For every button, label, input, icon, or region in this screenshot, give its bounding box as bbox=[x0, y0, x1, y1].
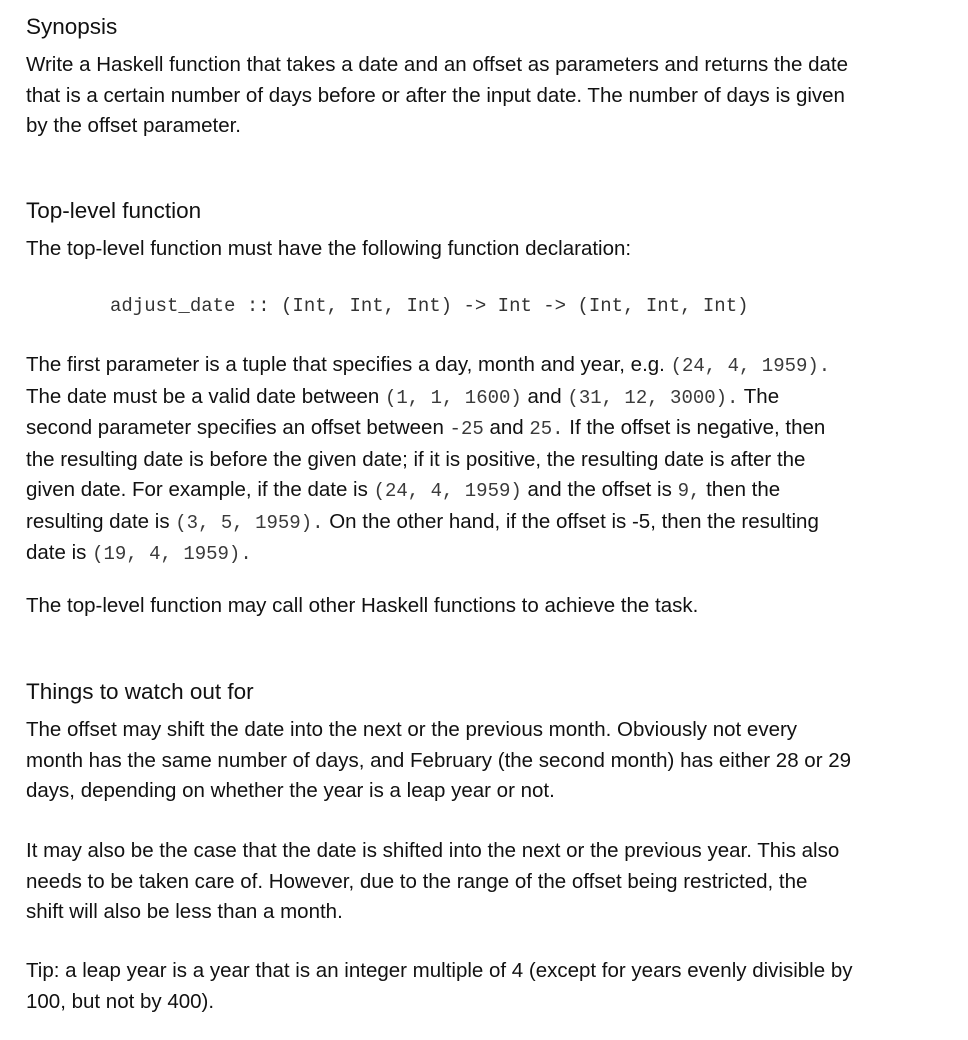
text: and bbox=[521, 384, 568, 408]
call-note-text: The top-level function may call other Haskell functions to achieve the task. bbox=[26, 594, 699, 617]
example-date-code: (24, 4, 1959) bbox=[373, 480, 522, 502]
param-line bbox=[26, 413, 946, 445]
synopsis-line: Write a Haskell function that takes a date and an offset as parameters and returns the date bbox=[26, 53, 849, 76]
watch-line: The offset may shift the date into the next or the previous month. Obviously not every bbox=[26, 718, 798, 741]
watch-heading: Things to watch out for bbox=[26, 679, 254, 704]
param-line bbox=[26, 538, 946, 570]
year-shift-paragraph bbox=[26, 836, 946, 928]
month-shift-paragraph bbox=[26, 715, 946, 807]
function-declaration: adjust_date :: (Int, Int, Int) -> Int -> (Int, Int, Int) bbox=[110, 295, 749, 317]
max-date-code: (31, 12, 3000). bbox=[567, 386, 739, 409]
parameter-description bbox=[26, 350, 946, 570]
text: The date must be a valid date between bbox=[26, 384, 385, 408]
result-date-code: (3, 5, 1959). bbox=[175, 511, 324, 534]
declaration-intro-text: The top-level function must have the following function declaration: bbox=[26, 237, 632, 260]
synopsis-heading: Synopsis bbox=[26, 14, 118, 39]
text: The bbox=[738, 384, 780, 408]
text: If the offset is negative, then bbox=[563, 416, 826, 439]
watch-line: days, depending on whether the year is a leap year or not. bbox=[26, 779, 555, 802]
tip-line: Tip: a leap year is a year that is an integer multiple of 4 (except for years evenly divisible by bbox=[26, 959, 853, 982]
text: given date. For example, if the date is bbox=[26, 478, 374, 501]
synopsis-line: by the offset parameter. bbox=[26, 114, 241, 137]
text: On the other hand, if the offset is -5, then the resulting bbox=[323, 509, 819, 533]
param-line bbox=[26, 507, 946, 539]
min-offset-code: -25 bbox=[449, 418, 484, 440]
watch-line: It may also be the case that the date is shifted into the next or the previous year. This also bbox=[26, 839, 840, 862]
text: date is bbox=[26, 541, 93, 564]
param-line bbox=[26, 350, 946, 382]
text: and bbox=[483, 416, 530, 439]
param-line bbox=[26, 475, 946, 507]
max-offset-code: 25. bbox=[529, 418, 564, 440]
param-line: the resulting date is before the given date; if it is positive, the resulting date is after the bbox=[26, 447, 806, 471]
min-date-code: (1, 1, 1600) bbox=[384, 386, 522, 409]
tip-line: 100, but not by 400). bbox=[26, 989, 215, 1013]
synopsis-line: that is a certain number of days before or after the input date. The number of days is given bbox=[26, 83, 845, 107]
synopsis-paragraph bbox=[26, 50, 946, 142]
declaration-intro bbox=[26, 234, 946, 265]
text: and the offset is bbox=[521, 478, 678, 501]
text: The first parameter is a tuple that specifies a day, month and year, e.g. bbox=[26, 353, 671, 376]
date-example-code: (24, 4, 1959). bbox=[670, 355, 831, 377]
text: resulting date is bbox=[26, 509, 176, 533]
watch-line: shift will also be less than a month. bbox=[26, 900, 343, 923]
example-offset-code: 9, bbox=[677, 480, 701, 502]
watch-line: month has the same number of days, and February (the second month) has either 28 or 29 bbox=[26, 748, 852, 772]
watch-line: needs to be taken care of. However, due to the range of the offset being restricted, the bbox=[26, 869, 808, 893]
leap-year-tip bbox=[26, 956, 946, 1017]
param-line bbox=[26, 382, 946, 414]
negative-result-code: (19, 4, 1959). bbox=[92, 543, 252, 565]
text: second parameter specifies an offset between bbox=[26, 416, 450, 439]
text: then the bbox=[700, 478, 781, 501]
top-level-heading: Top-level function bbox=[26, 198, 202, 223]
call-note-paragraph bbox=[26, 591, 946, 622]
